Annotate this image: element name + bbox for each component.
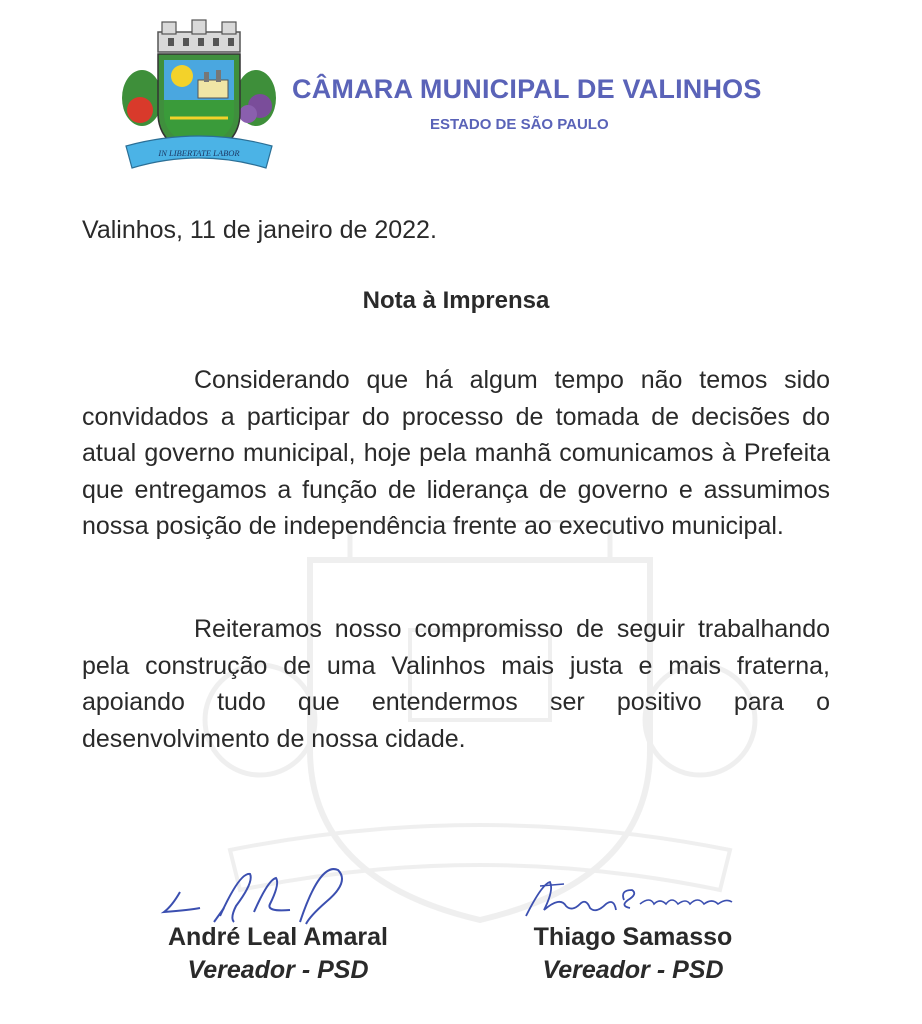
letter-paragraph-2: Reiteramos nosso compromisso de seguir trabalhando pela construção de uma Valinhos mais justa e mais fraterna, apoiando tudo que entendermos ser positivo para o desenvolvimento de nossa cidade. xyxy=(82,615,830,753)
signature-block-andre xyxy=(140,855,416,985)
institution-title: CÂMARA MUNICIPAL DE VALINHOS xyxy=(292,74,762,104)
letter-date: Valinhos, 11 de janeiro de 2022. xyxy=(82,216,437,244)
signer-name: André Leal Amaral xyxy=(168,923,388,951)
signer-role: Vereador - PSD xyxy=(187,956,369,984)
svg-text:IN LIBERTATE LABOR: IN LIBERTATE LABOR xyxy=(158,148,240,158)
institution-subtitle: ESTADO DE SÃO PAULO xyxy=(430,116,609,133)
signer-name: Thiago Samasso xyxy=(533,923,733,951)
municipal-coat-of-arms-icon xyxy=(120,18,278,173)
signature-block-thiago xyxy=(505,868,761,985)
letter-title: Nota à Imprensa xyxy=(362,287,550,314)
signer-role: Vereador - PSD xyxy=(542,956,724,984)
letter-paragraph-1: Considerando que há algum tempo não temos sido convidados a participar do processo de tomada de decisões do atual governo municipal, hoje pela manhã comunicamos à Prefeita que entregamos a função de liderança de governo e assumimos nossa posição de independência frente ao executivo municipal. xyxy=(82,366,830,540)
